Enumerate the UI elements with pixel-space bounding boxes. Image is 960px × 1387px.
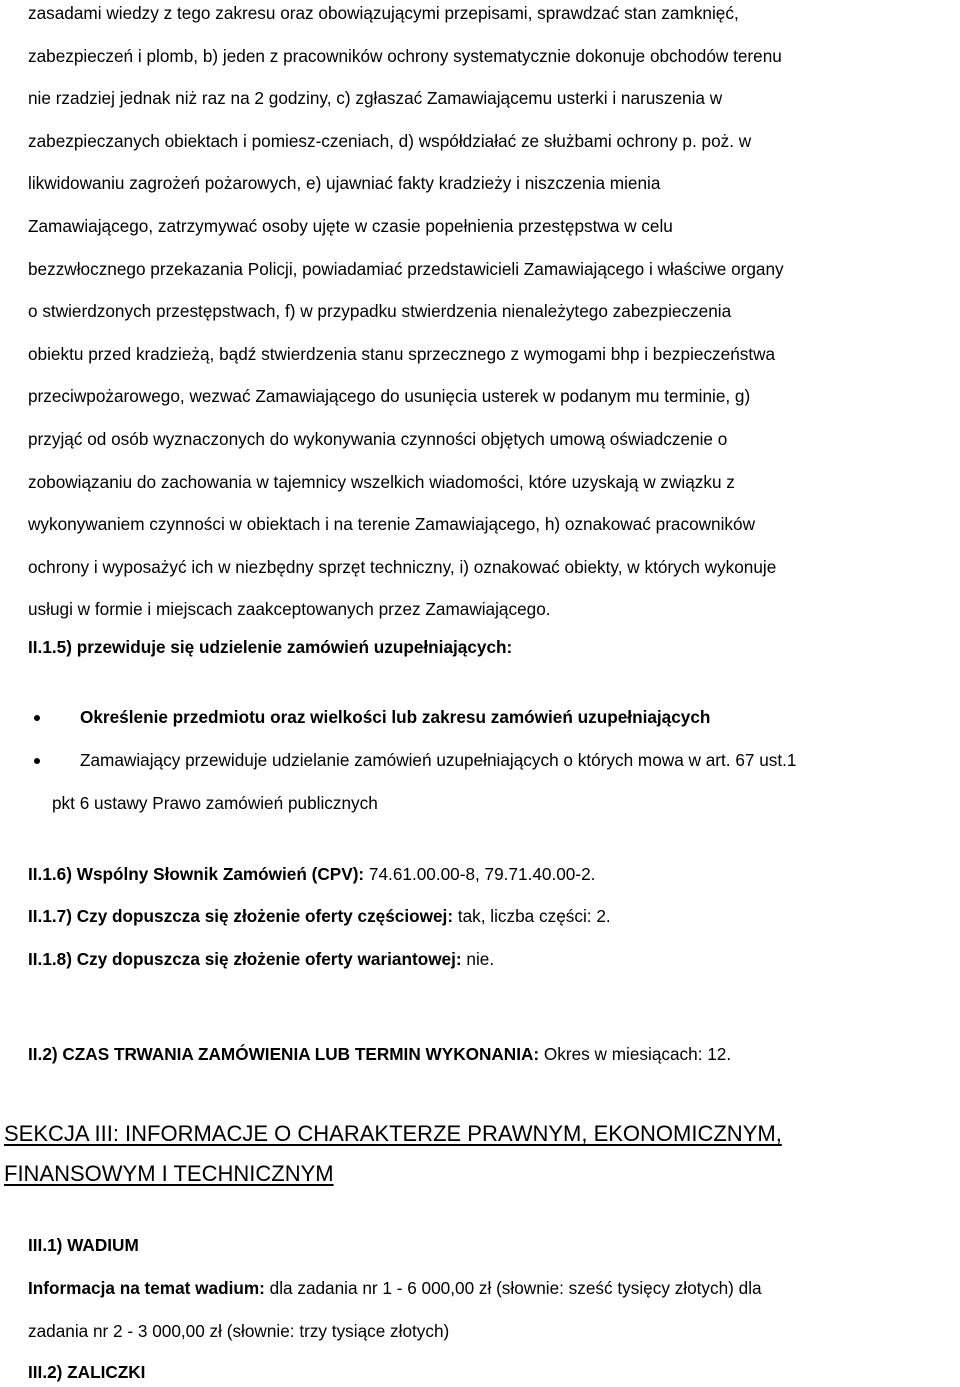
text-line: zabezpieczeń i plomb, b) jeden z pracowników ochrony systematycznie dokonuje obchodów terenu bbox=[28, 45, 782, 66]
ii-1-8-variant-offer bbox=[28, 948, 494, 970]
text-line: Zamawiającego, zatrzymywać osoby ujęte w czasie popełnienia przestępstwa w celu bbox=[28, 215, 673, 236]
text-line: wykonywaniem czynności w obiektach i na terenie Zamawiającego, h) oznakować pracowników bbox=[28, 514, 755, 535]
iii-2-heading: III.2) ZALICZKI bbox=[28, 1362, 146, 1382]
body-paragraph bbox=[28, 0, 948, 631]
wadium-label: Informacja na temat wadium: bbox=[28, 1278, 265, 1298]
iii-1-heading: III.1) WADIUM bbox=[28, 1235, 139, 1255]
text-line: usługi w formie i miejscach zaakceptowanych przez Zamawiającego. bbox=[28, 599, 551, 620]
text-line: likwidowaniu zagrożeń pożarowych, e) ujawniać fakty kradzieży i niszczenia mienia bbox=[28, 173, 661, 194]
variant-offer-value: nie. bbox=[461, 949, 495, 969]
bullet-item-scope: Określenie przedmiotu oraz wielkości lub zakresu zamówień uzupełniających bbox=[80, 707, 711, 727]
cpv-value: 74.61.00.00-8, 79.71.40.00-2. bbox=[364, 864, 596, 884]
variant-offer-label: II.1.8) Czy dopuszcza się złożenie oferty wariantowej: bbox=[28, 949, 462, 969]
text-line: ochrony i wyposażyć ich w niezbędny sprzęt techniczny, i) oznakować obiekty, w których wykonuje bbox=[28, 556, 777, 577]
bullet-dot-icon bbox=[34, 758, 40, 764]
text-line: przeciwpożarowego, wezwać Zamawiającego do usunięcia usterek w podanym mu terminie, g) bbox=[28, 386, 751, 407]
bullet-item-provision-cont: pkt 6 ustawy Prawo zamówień publicznych bbox=[52, 793, 378, 813]
partial-offer-value: tak, liczba części: 2. bbox=[453, 906, 611, 926]
duration-value: Okres w miesiącach: 12. bbox=[539, 1044, 732, 1064]
iii-1-wadium-info bbox=[28, 1277, 762, 1299]
text-line: obiektu przed kradzieżą, bądź stwierdzenia stanu sprzecznego z wymogami bhp i bezpieczeństwa bbox=[28, 343, 776, 364]
text-line: nie rzadziej jednak niż raz na 2 godziny, c) zgłaszać Zamawiającemu usterki i naruszenia w bbox=[28, 88, 723, 109]
text-line: zobowiązaniu do zachowania w tajemnicy wszelkich wiadomości, które uzyskają w związku z bbox=[28, 471, 735, 492]
text-line: przyjąć od osób wyznaczonych do wykonywania czynności objętych umową oświadczenie o bbox=[28, 428, 728, 449]
text-line: zasadami wiedzy z tego zakresu oraz obowiązującymi przepisami, sprawdzać stan zamknięć, bbox=[28, 3, 739, 23]
iii-1-wadium-info-cont: zadania nr 2 - 3 000,00 zł (słownie: trzy tysiące złotych) bbox=[28, 1321, 450, 1341]
ii-2-duration bbox=[28, 1043, 731, 1065]
bullet-item-provision: Zamawiający przewiduje udzielanie zamówień uzupełniających o których mowa w art. 67 ust.1 bbox=[80, 750, 797, 770]
text-line: bezzwłocznego przekazania Policji, powiadamiać przedstawicieli Zamawiającego i właściwe organy bbox=[28, 258, 784, 279]
wadium-value: dla zadania nr 1 - 6 000,00 zł (słownie: sześć tysięcy złotych) dla bbox=[264, 1278, 762, 1298]
section-iii-title-line1: SEKCJA III: INFORMACJE O CHARAKTERZE PRAWNYM, EKONOMICZNYM, bbox=[4, 1121, 782, 1146]
text-line: o stwierdzonych przestępstwach, f) w przypadku stwierdzenia nienależytego zabezpieczenia bbox=[28, 301, 732, 322]
duration-label: II.2) CZAS TRWANIA ZAMÓWIENIA LUB TERMIN WYKONANIA: bbox=[28, 1044, 540, 1064]
cpv-label: II.1.6) Wspólny Słownik Zamówień (CPV): bbox=[28, 864, 365, 884]
section-iii-title-line2: FINANSOWYM I TECHNICZNYM bbox=[4, 1161, 334, 1186]
ii-1-5-heading: II.1.5) przewiduje się udzielenie zamówień uzupełniających: bbox=[28, 637, 513, 657]
bullet-dot-icon bbox=[34, 715, 40, 721]
ii-1-7-partial-offer bbox=[28, 905, 611, 927]
text-line: zabezpieczanych obiektach i pomiesz-czeniach, d) współdziałać ze służbami ochrony p. poż. w bbox=[28, 130, 752, 151]
ii-1-6-cpv bbox=[28, 863, 595, 885]
partial-offer-label: II.1.7) Czy dopuszcza się złożenie oferty częściowej: bbox=[28, 906, 454, 926]
